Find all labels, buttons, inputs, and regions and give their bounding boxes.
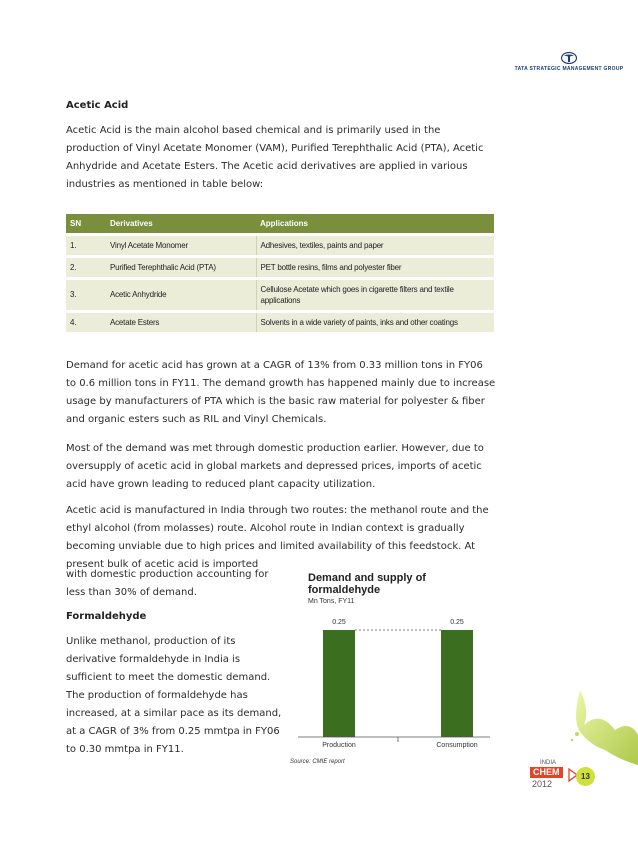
formaldehyde-title: Formaldehyde (66, 611, 147, 622)
acetic-manufacture-paragraph-cont: with domestic production accounting for less than 30% of demand. (66, 569, 269, 598)
header-sn: SN (66, 214, 106, 234)
logo-text: TATA STRATEGIC MANAGEMENT GROUP (514, 66, 624, 72)
header-applications: Applications (256, 214, 494, 234)
chart-subtitle: Mn Tons, FY11 (308, 598, 355, 605)
splash-decoration (520, 690, 638, 770)
acetic-supply-paragraph: Most of the demand was met through domestic production earlier. However, due to oversupply of acetic acid in global markets and depressed prices, imports of acetic acid have grown leading to reduced plant capacity utilization. (66, 443, 484, 490)
chart-category-label: Consumption (436, 742, 478, 749)
chart-value-label: 0.25 (332, 619, 346, 626)
acetic-demand-paragraph: Demand for acetic acid has grown at a CAGR of 13% from 0.33 million tons in FY06 to 0.6 million tons in FY11. The demand growth has happened mainly due to increase usage by manufacturers of PTA which is the basic raw material for polyester & fiber and organic esters such as RIL and Vinyl Chemicals. (66, 360, 496, 425)
cell-derivative: Purified Terephthalic Acid (PTA) (106, 256, 256, 278)
table-row (66, 311, 494, 332)
chart-value-label: 0.25 (450, 619, 464, 626)
chart-title: Demand and supply of formaldehyde (308, 572, 426, 596)
page-number: 13 (576, 767, 595, 786)
chart-category-label: Production (322, 742, 356, 749)
cell-sn: 4. (66, 311, 106, 332)
formaldehyde-paragraph: Unlike methanol, production of its derivative formaldehyde in India is sufficient to meet the domestic demand. The production of formaldehyde has increased, at a similar pace as its demand, at a CAGR of 3% from 0.25 mmtpa in FY06 to 0.30 mmtpa in FY11. (66, 636, 282, 755)
chart-source: Source: CMIE report (290, 759, 345, 765)
table-header-row (66, 214, 494, 234)
table-row (66, 278, 494, 311)
logo-line-india: INDIA (540, 760, 557, 766)
chart-plot (288, 612, 500, 757)
cell-application: Adhesives, textiles, paints and paper (256, 234, 494, 256)
acetic-intro: Acetic Acid is the main alcohol based chemical and is primarily used in the production of Vinyl Acetate Monomer (VAM), Purified Terephthalic Acid (PTA), Acetic Anhydride and Acetate Esters. The Acetic acid derivatives are applied in various industries as mentioned in table below: (66, 125, 484, 190)
chart-bar-production (323, 630, 355, 737)
cell-derivative: Vinyl Acetate Monomer (106, 234, 256, 256)
table-row (66, 256, 494, 278)
cell-derivative: Acetate Esters (106, 311, 256, 332)
cell-sn: 3. (66, 278, 106, 311)
cell-sn: 1. (66, 234, 106, 256)
acetic-manufacture-paragraph: Acetic acid is manufactured in India through two routes: the methanol route and the ethyl alcohol (from molasses) route. Alcohol route in Indian context is gradually becoming unviable due to high prices and limited availability of this feedstock. At present bulk of acetic acid is imported (66, 505, 489, 570)
tata-emblem-icon (561, 52, 577, 64)
chart-bar-consumption (441, 630, 473, 737)
cell-derivative: Acetic Anhydride (106, 278, 256, 311)
acetic-acid-title: Acetic Acid (66, 100, 129, 111)
table-row (66, 234, 494, 256)
logo-line-chem: CHEM (530, 767, 563, 778)
cell-application: Cellulose Acetate which goes in cigarette filters and textile applications (256, 278, 494, 311)
cell-application: Solvents in a wide variety of paints, inks and other coatings (256, 311, 494, 332)
header-derivatives: Derivatives (106, 214, 256, 234)
derivatives-table (66, 214, 494, 332)
formaldehyde-chart (288, 572, 500, 772)
cell-application: PET bottle resins, films and polyester fiber (256, 256, 494, 278)
tata-logo (510, 52, 628, 72)
cell-sn: 2. (66, 256, 106, 278)
india-chem-logo (520, 760, 580, 790)
logo-line-year: 2012 (532, 779, 553, 789)
